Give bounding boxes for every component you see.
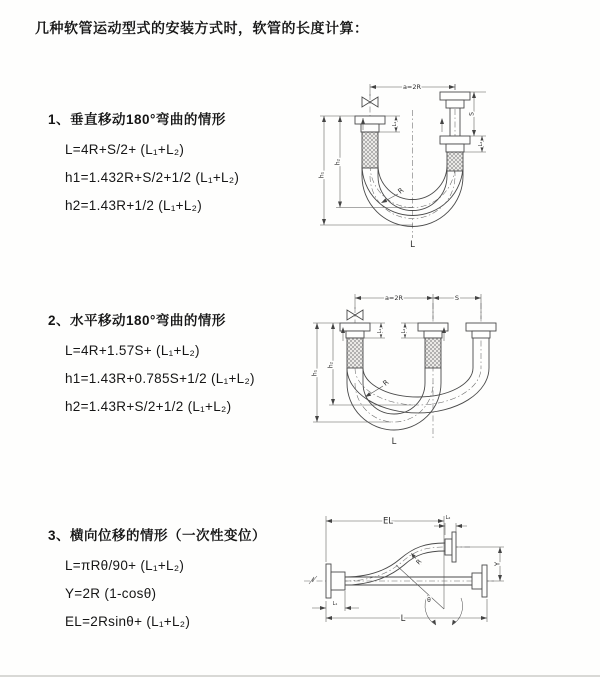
right-lower-flange bbox=[472, 565, 487, 597]
dimensions bbox=[312, 294, 482, 447]
flange-plate bbox=[482, 565, 487, 597]
section-heading: 3、横向位移的情形（一次性变位） bbox=[48, 528, 267, 543]
flange bbox=[466, 323, 496, 331]
section-heading: 1、垂直移动180°弯曲的情形 bbox=[48, 112, 226, 127]
diagram-lateral-svg bbox=[298, 503, 600, 653]
diagram-lateral-displacement bbox=[298, 503, 600, 653]
flange bbox=[340, 323, 370, 331]
flange-hub bbox=[346, 331, 364, 338]
hose-arcs-position-2 bbox=[347, 338, 489, 413]
hose-braid bbox=[347, 338, 363, 368]
dim-label-s: S bbox=[454, 294, 460, 302]
dim-label-h2: h₂ bbox=[327, 361, 335, 369]
diagram-horizontal-180-svg bbox=[305, 283, 600, 463]
right-pipe bbox=[440, 84, 470, 176]
dim-label-r: R bbox=[414, 557, 424, 567]
formula-el: EL=2Rsinθ+ (L₁+L₂) bbox=[65, 614, 191, 629]
section-heading: 2、水平移动180°弯曲的情形 bbox=[48, 313, 226, 328]
diagram-horizontal-180 bbox=[305, 283, 600, 463]
dim-label-el: EL bbox=[382, 516, 394, 527]
dim-label-l1: L₁ bbox=[332, 601, 338, 607]
flange-plate bbox=[452, 532, 456, 562]
flange-hub bbox=[445, 539, 452, 555]
left-pipe bbox=[340, 307, 370, 368]
dim-label-l: L bbox=[410, 240, 415, 250]
dimensions bbox=[312, 515, 504, 624]
right-upper-flange bbox=[445, 532, 456, 562]
hose-braid bbox=[425, 338, 441, 368]
formula-length: L=4R+S/2+ (L₁+L₂) bbox=[65, 142, 185, 157]
dim-label-l1: L₁ bbox=[392, 121, 398, 127]
flange bbox=[440, 92, 470, 100]
flange-hub bbox=[424, 331, 442, 338]
dim-label-l2: L₂ bbox=[445, 515, 451, 521]
dim-label-l2: L₂ bbox=[478, 141, 484, 147]
dim-label-a2r: a=2R bbox=[384, 294, 404, 302]
dim-label-l: L bbox=[391, 437, 397, 447]
formula-length: L=πRθ/90+ (L₁+L₂) bbox=[65, 558, 185, 573]
diagram-vertical-180-svg bbox=[310, 70, 590, 260]
left-flange bbox=[326, 564, 345, 598]
flange-plate bbox=[326, 564, 331, 598]
dim-label-l1: L₁ bbox=[377, 328, 383, 334]
flange-hub bbox=[446, 144, 464, 152]
page-title: 几种软管运动型式的安装方式时，软管的长度计算： bbox=[35, 20, 369, 36]
left-pipe bbox=[355, 94, 385, 168]
flange-hub bbox=[472, 573, 482, 589]
dim-label-r: R bbox=[381, 378, 391, 388]
dim-label-theta: θ bbox=[427, 597, 431, 604]
formula-h1: h1=1.432R+S/2+1/2 (L₁+L₂) bbox=[65, 170, 240, 185]
dim-label-r: R bbox=[396, 186, 406, 196]
hose-arcs-position-1 bbox=[347, 368, 441, 430]
hose-displaced-position bbox=[345, 543, 445, 585]
middle-pipe bbox=[418, 303, 448, 438]
dim-label-h2: h₂ bbox=[334, 158, 342, 166]
flange-hub bbox=[361, 124, 379, 132]
formula-y: Y=2R (1-cosθ) bbox=[65, 586, 157, 601]
diagram-vertical-180 bbox=[310, 70, 590, 260]
motion-arrow-icon bbox=[440, 118, 444, 124]
hose-braid bbox=[447, 152, 463, 171]
section-horizontal-180 bbox=[48, 309, 255, 414]
section-vertical-180 bbox=[48, 108, 239, 213]
formula-h2: h2=1.43R+1/2 (L₁+L₂) bbox=[65, 198, 203, 213]
flange-hub bbox=[331, 572, 345, 590]
dim-label-h1: h₁ bbox=[318, 171, 326, 179]
hose-braid bbox=[362, 132, 378, 168]
flange-hub bbox=[472, 331, 490, 338]
dim-label-s: S bbox=[468, 112, 476, 116]
flange bbox=[440, 136, 470, 144]
formula-length: L=4R+1.57S+ (L₁+L₂) bbox=[65, 343, 200, 358]
flange bbox=[355, 116, 385, 124]
dim-label-y: Y bbox=[493, 561, 502, 567]
break-symbol-icon bbox=[309, 576, 317, 584]
formula-h1: h1=1.43R+0.785S+1/2 (L₁+L₂) bbox=[65, 371, 255, 386]
dim-label-h1: h₁ bbox=[311, 369, 319, 377]
dim-label-a2r: a=2R bbox=[402, 83, 422, 91]
dim-label-l: L bbox=[400, 614, 406, 624]
dim-label-l2: L₂ bbox=[401, 328, 407, 334]
section-lateral-displacement bbox=[48, 524, 266, 629]
formula-h2: h2=1.43R+S/2+1/2 (L₁+L₂) bbox=[65, 399, 232, 414]
flange-hub bbox=[446, 100, 464, 108]
